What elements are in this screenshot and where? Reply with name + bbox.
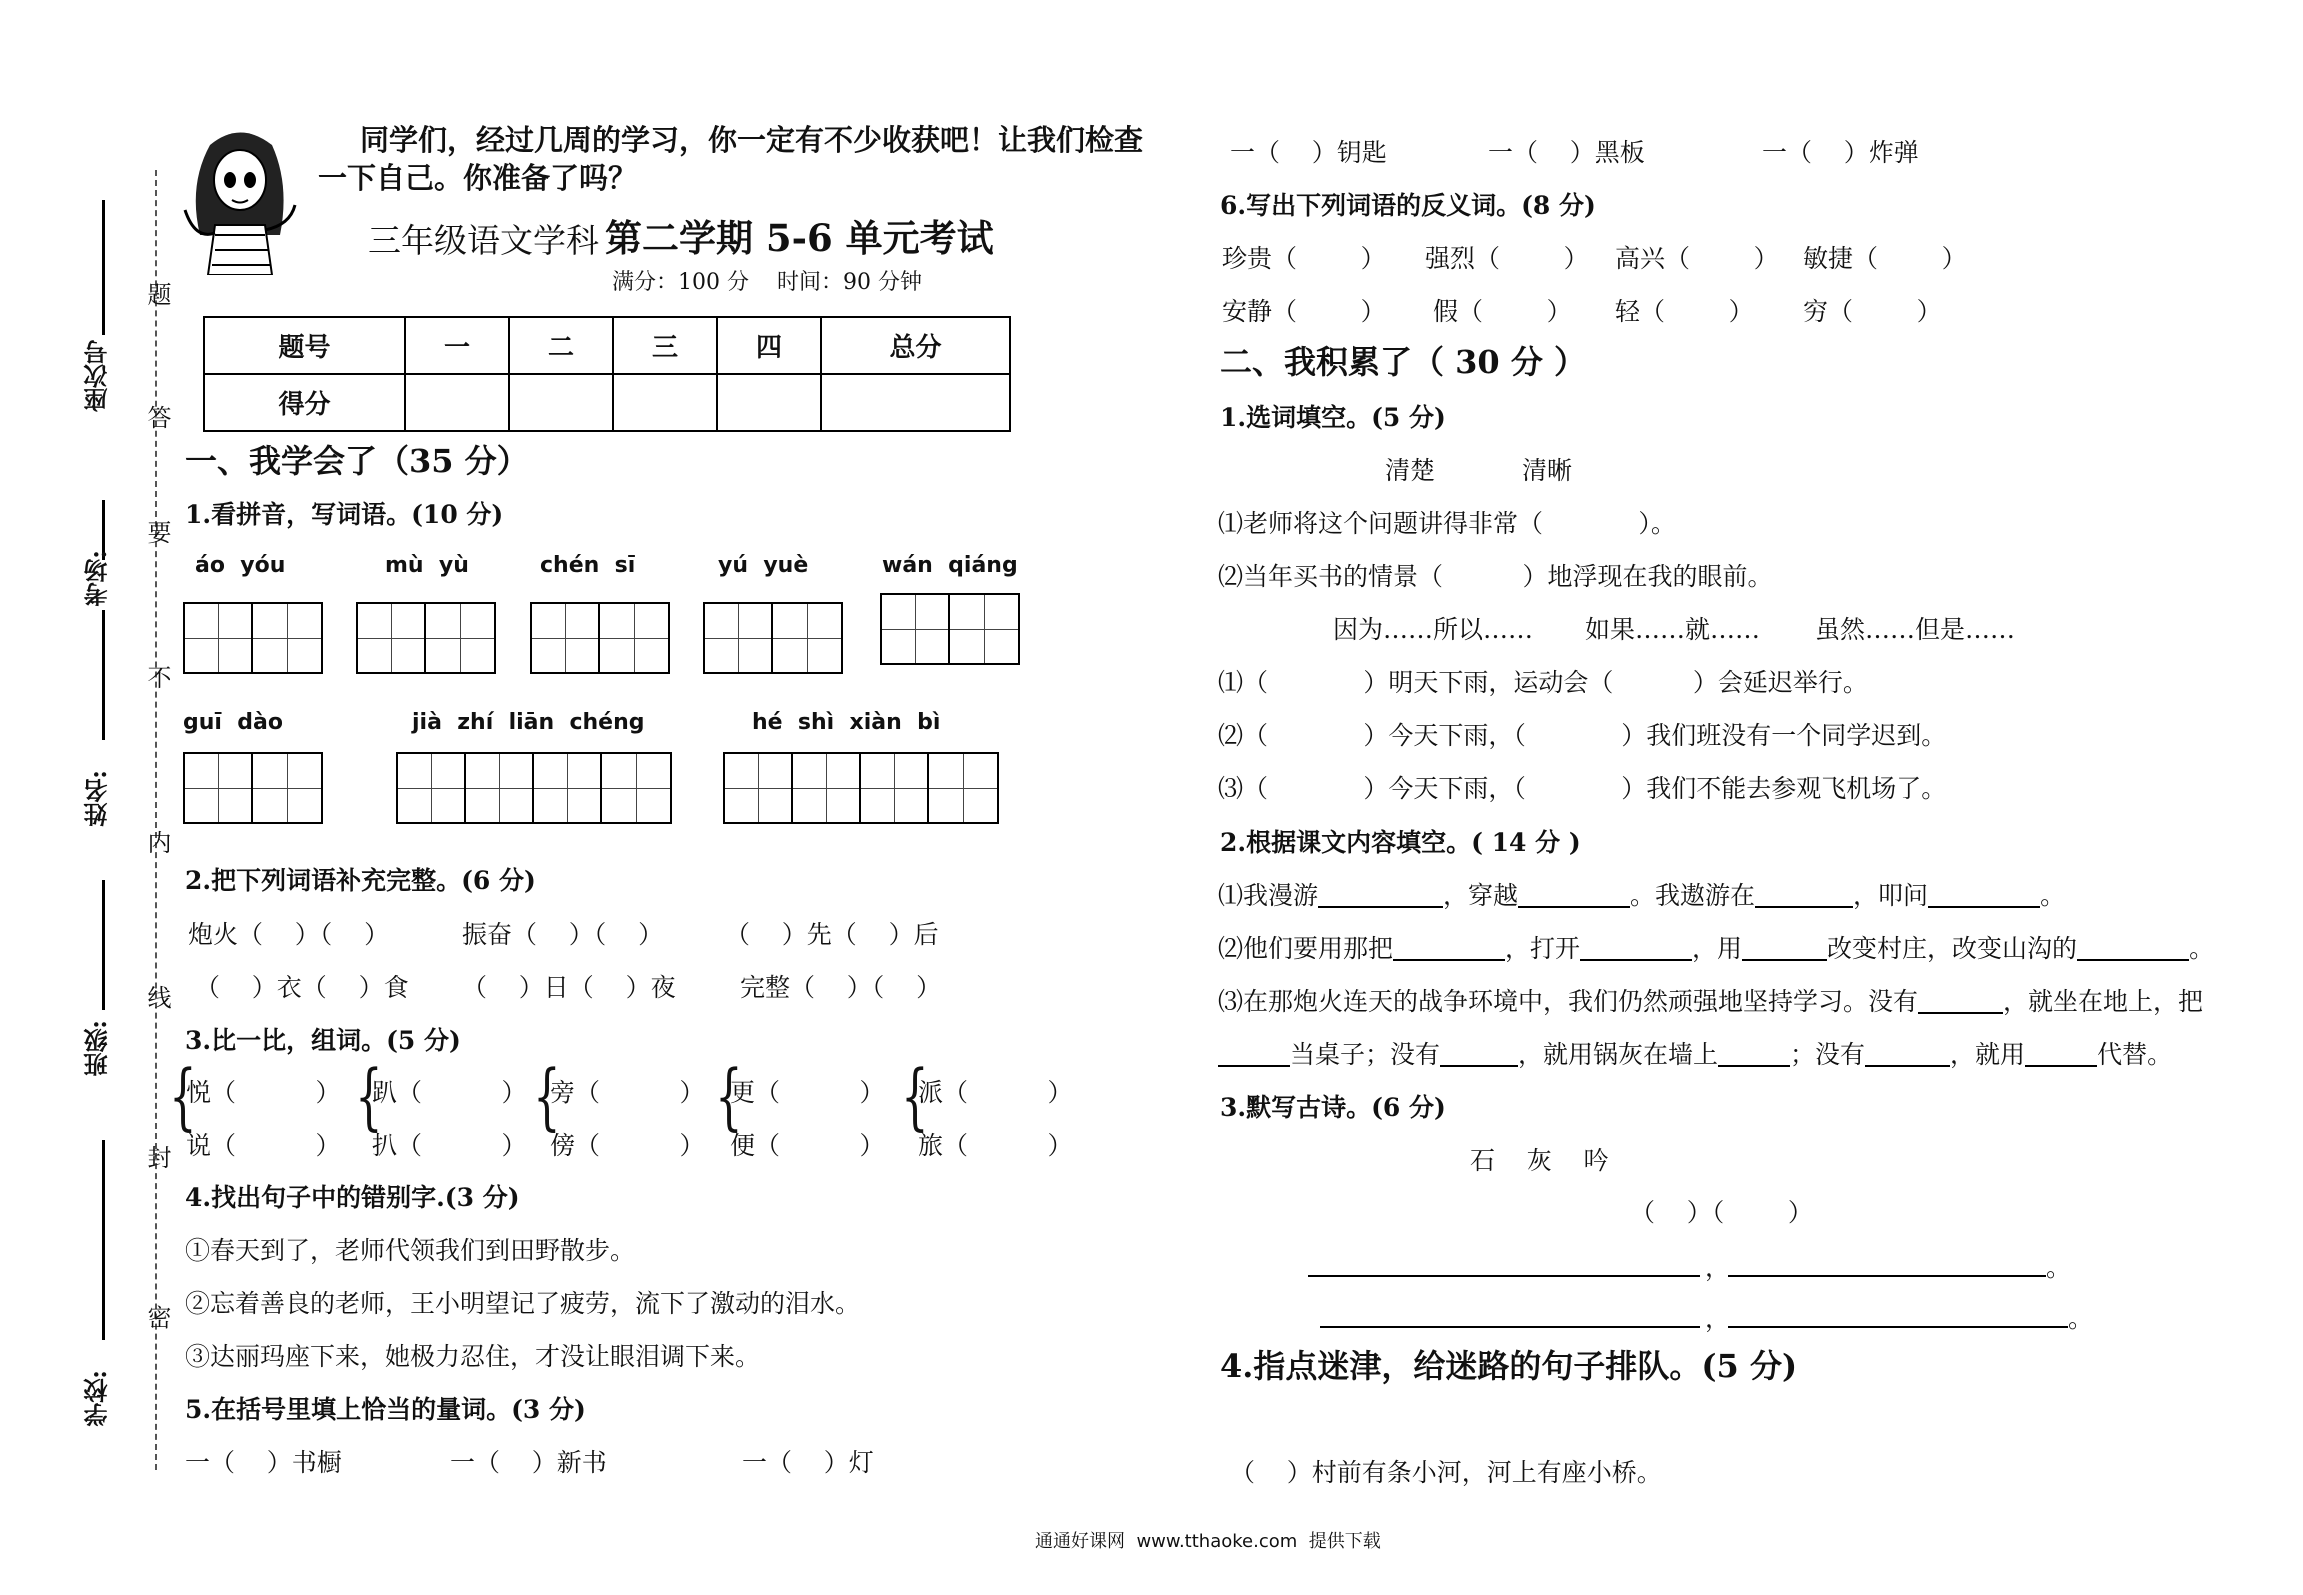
answer-blank[interactable] bbox=[1755, 906, 1853, 908]
conjunction-choice: 因为……所以…… bbox=[1333, 615, 1534, 644]
poem-line-blank[interactable] bbox=[1308, 1275, 1700, 1277]
punct: ， bbox=[1705, 1304, 1731, 1333]
answer-blank[interactable] bbox=[2077, 959, 2189, 961]
section2-title: 二、我积累了（ 30 分 ） bbox=[1220, 343, 1586, 381]
s2-q4-title: 4.指点迷津，给迷路的句子排队。(5 分) bbox=[1220, 1347, 1798, 1385]
page-title: 第二学期 5-6 单元考试 bbox=[605, 216, 994, 260]
q6-title: 6.写出下列词语的反义词。(8 分) bbox=[1220, 191, 1596, 220]
title-part1: 三年级语文学科 bbox=[368, 221, 599, 260]
seal-char: 线 bbox=[143, 985, 171, 1009]
pinyin: hé shì xiàn bì bbox=[752, 710, 941, 735]
q4-title: 4.找出句子中的错别字.(3 分) bbox=[185, 1183, 520, 1212]
brace: { bbox=[355, 1054, 383, 1138]
compare-word[interactable]: 旅（ ） bbox=[918, 1131, 1073, 1160]
q3-title: 3.比一比，组词。(5 分) bbox=[185, 1026, 461, 1055]
score-header-cell: 一 bbox=[405, 317, 509, 374]
answer-blank[interactable] bbox=[1518, 906, 1630, 908]
answer-blank[interactable] bbox=[1393, 959, 1505, 961]
sentence-item: ①春天到了，老师代领我们到田野散步。 bbox=[185, 1236, 636, 1265]
conjunction-choice: 虽然……但是…… bbox=[1815, 615, 2016, 644]
fill-sentence[interactable]: ⑴老师将这个问题讲得非常（ ）。 bbox=[1218, 509, 1676, 538]
compare-word[interactable]: 悦（ ） bbox=[186, 1078, 341, 1107]
s2-q3-title: 3.默写古诗。(6 分) bbox=[1220, 1093, 1446, 1122]
compare-word[interactable]: 扒（ ） bbox=[372, 1131, 527, 1160]
text-fill-line: ⑵他们要用那把 ，打开 ，用 改变村庄，改变山沟的 。 bbox=[1218, 934, 2215, 963]
brace: { bbox=[901, 1054, 929, 1138]
score-table-header-row bbox=[204, 317, 1010, 374]
antonym-item[interactable]: 假（ ） bbox=[1433, 297, 1572, 326]
seal-dashed-line bbox=[155, 170, 157, 1470]
measure-word-item[interactable]: 一（ ）新书 bbox=[450, 1448, 607, 1477]
poem-line-blank[interactable] bbox=[1728, 1326, 2068, 1328]
measure-word-item[interactable]: 一（ ）钥匙 bbox=[1230, 138, 1387, 167]
s2-q2-title: 2.根据课文内容填空。( 14 分 ) bbox=[1220, 828, 1581, 857]
idiom-item[interactable]: 振奋（ ）（ ） bbox=[462, 920, 664, 949]
poem-line-blank[interactable] bbox=[1728, 1275, 2046, 1277]
answer-blank[interactable] bbox=[1318, 906, 1443, 908]
writing-grid[interactable] bbox=[530, 602, 670, 674]
measure-word-item[interactable]: 一（ ）书橱 bbox=[185, 1448, 342, 1477]
score-cell[interactable] bbox=[509, 374, 613, 431]
cartoon-girl-illustration bbox=[180, 125, 300, 275]
pinyin: jià zhí liān chéng bbox=[412, 710, 645, 735]
school-label: 学校: bbox=[83, 1370, 112, 1427]
score-cell[interactable] bbox=[821, 374, 1010, 431]
score-cell[interactable] bbox=[405, 374, 509, 431]
idiom-item[interactable]: 完整（ ）（ ） bbox=[740, 973, 942, 1002]
exam-meta: 满分：100 分 时间：90 分钟 bbox=[612, 270, 922, 295]
brace: { bbox=[169, 1054, 197, 1138]
seal-char: 内 bbox=[143, 830, 171, 854]
score-header-cell: 题号 bbox=[204, 317, 405, 374]
answer-blank[interactable] bbox=[1928, 906, 2040, 908]
q2-title: 2.把下列词语补充完整。(6 分) bbox=[185, 866, 536, 895]
antonym-item[interactable]: 强烈（ ） bbox=[1425, 244, 1589, 273]
poem-line-blank[interactable] bbox=[1320, 1326, 1700, 1328]
q5-title: 5.在括号里填上恰当的量词。(3 分) bbox=[185, 1395, 586, 1424]
compare-word[interactable]: 傍（ ） bbox=[550, 1131, 705, 1160]
antonym-item[interactable]: 珍贵（ ） bbox=[1222, 244, 1386, 273]
brace: { bbox=[715, 1054, 743, 1138]
writing-grid[interactable] bbox=[183, 752, 323, 824]
antonym-item[interactable]: 敏捷（ ） bbox=[1803, 244, 1967, 273]
idiom-item[interactable]: （ ）衣（ ）食 bbox=[195, 973, 409, 1002]
fill-sentence[interactable]: ⑴（ ）明天下雨，运动会（ ）会延迟举行。 bbox=[1218, 668, 1868, 697]
sentence-item: ②忘着善良的老师，王小明望记了疲劳，流下了激动的泪水。 bbox=[185, 1289, 861, 1318]
score-header-cell: 二 bbox=[509, 317, 613, 374]
compare-word[interactable]: 趴（ ） bbox=[372, 1078, 527, 1107]
word-choice: 清楚 bbox=[1385, 456, 1436, 485]
q1-title: 1.看拼音，写词语。(10 分) bbox=[185, 500, 504, 529]
conjunction-choice: 如果……就…… bbox=[1585, 615, 1761, 644]
name-line bbox=[102, 880, 105, 1010]
punct: 。 bbox=[2068, 1304, 2094, 1333]
seat-line bbox=[102, 200, 105, 335]
score-header-cell: 四 bbox=[717, 317, 821, 374]
hall-line bbox=[102, 610, 105, 740]
pinyin: guī dào bbox=[183, 710, 283, 735]
seal-char: 不 bbox=[143, 665, 171, 689]
seal-char: 题 bbox=[143, 282, 171, 306]
seal-char: 封 bbox=[143, 1145, 171, 1169]
idiom-item[interactable]: （ ）日（ ）夜 bbox=[462, 973, 676, 1002]
score-cell[interactable] bbox=[613, 374, 717, 431]
name-label: 姓名: bbox=[83, 770, 112, 827]
compare-word[interactable]: 更（ ） bbox=[730, 1078, 885, 1107]
antonym-item[interactable]: 穷（ ） bbox=[1803, 297, 1942, 326]
score-header-cell: 三 bbox=[613, 317, 717, 374]
antonym-item[interactable]: 安静（ ） bbox=[1222, 297, 1386, 326]
text-fill-line: 当桌子；没有 ，就用锅灰在墙上 ；没有 ，就用 代替。 bbox=[1218, 1042, 2172, 1067]
fill-sentence[interactable]: ⑵当年买书的情景（ ）地浮现在我的眼前。 bbox=[1218, 562, 1773, 591]
section1-title: 一、我学会了（35 分） bbox=[185, 442, 529, 480]
compare-word[interactable]: 说（ ） bbox=[186, 1131, 341, 1160]
score-row-label: 得分 bbox=[204, 374, 405, 431]
compare-word[interactable]: 派（ ） bbox=[918, 1078, 1073, 1107]
s2-q1-title: 1.选词填空。(5 分) bbox=[1220, 403, 1446, 432]
seat-number-label: 座次号 bbox=[83, 340, 112, 412]
answer-blank[interactable] bbox=[1865, 1065, 1950, 1067]
antonym-item[interactable]: 轻（ ） bbox=[1615, 297, 1754, 326]
punct: 。 bbox=[2046, 1253, 2072, 1282]
score-header-cell: 总分 bbox=[821, 317, 1010, 374]
answer-blank[interactable] bbox=[1918, 1012, 2003, 1014]
seal-char: 要 bbox=[143, 520, 171, 544]
writing-grid[interactable] bbox=[880, 593, 1020, 665]
idiom-item[interactable]: 炮火（ ）（ ） bbox=[188, 920, 390, 949]
punct: ， bbox=[1705, 1253, 1731, 1282]
intro-text-line1: 同学们，经过几周的学习，你一定有不少收获吧！让我们检查 bbox=[360, 123, 1144, 157]
class-label: 班级: bbox=[83, 1020, 112, 1077]
score-cell[interactable] bbox=[717, 374, 821, 431]
measure-word-item[interactable]: 一（ ）黑板 bbox=[1488, 138, 1645, 167]
poem-title: 石 灰 吟 bbox=[1470, 1146, 1609, 1175]
poem-author-blank[interactable]: （ ）（ ） bbox=[1630, 1198, 1813, 1227]
answer-blank[interactable] bbox=[1218, 1065, 1290, 1067]
brace: { bbox=[533, 1054, 561, 1138]
pinyin: wán qiáng bbox=[882, 553, 1018, 578]
fill-sentence[interactable]: ⑶（ ）今天下雨，（ ）我们不能去参观飞机场了。 bbox=[1218, 774, 1947, 803]
ordering-item[interactable]: （ ）村前有条小河，河上有座小桥。 bbox=[1230, 1458, 1662, 1487]
seal-char: 答 bbox=[143, 405, 171, 429]
answer-blank[interactable] bbox=[1742, 959, 1827, 961]
pinyin: áo yóu bbox=[195, 553, 286, 578]
text-fill-line: ⑶在那炮火连天的战争环境中，我们仍然顽强地坚持学习。没有 ，就坐在地上，把 bbox=[1218, 987, 2204, 1016]
exam-hall-label: 考场: bbox=[83, 550, 112, 607]
seal-char: 密 bbox=[143, 1305, 171, 1329]
writing-grid[interactable] bbox=[183, 602, 323, 674]
score-table-row bbox=[204, 374, 1010, 431]
writing-grid[interactable] bbox=[396, 752, 672, 824]
measure-word-item[interactable]: 一（ ）灯 bbox=[742, 1448, 874, 1477]
writing-grid[interactable] bbox=[703, 602, 843, 674]
pinyin: mù yù bbox=[385, 553, 469, 578]
answer-blank[interactable] bbox=[1440, 1065, 1518, 1067]
compare-word[interactable]: 旁（ ） bbox=[550, 1078, 705, 1107]
measure-word-item[interactable]: 一（ ）炸弹 bbox=[1762, 138, 1919, 167]
word-choice: 清晰 bbox=[1522, 456, 1573, 485]
answer-blank[interactable] bbox=[1580, 959, 1692, 961]
answer-blank[interactable] bbox=[1718, 1065, 1790, 1067]
intro-text-line2: 一下自己。你准备了吗？ bbox=[318, 161, 638, 195]
writing-grid[interactable] bbox=[356, 602, 496, 674]
answer-blank[interactable] bbox=[2025, 1065, 2097, 1067]
compare-word[interactable]: 便（ ） bbox=[730, 1131, 885, 1160]
antonym-item[interactable]: 高兴（ ） bbox=[1615, 244, 1779, 273]
writing-grid[interactable] bbox=[723, 752, 999, 824]
score-table bbox=[203, 316, 1011, 432]
class-line bbox=[102, 1140, 105, 1340]
footer-credit: 通通好课网 www.tthaoke.com 提供下载 bbox=[1035, 1531, 1381, 1552]
sentence-item: ③达丽玛座下来，她极力忍住，才没让眼泪调下来。 bbox=[185, 1342, 761, 1371]
idiom-item[interactable]: （ ）先（ ）后 bbox=[725, 920, 939, 949]
pinyin: chén sī bbox=[540, 553, 636, 578]
fill-sentence[interactable]: ⑵（ ）今天下雨，（ ）我们班没有一个同学迟到。 bbox=[1218, 721, 1947, 750]
pinyin: yú yuè bbox=[718, 553, 809, 578]
text-fill-line: ⑴我漫游 ，穿越 。我遨游在 ，叩问 。 bbox=[1218, 881, 2066, 910]
